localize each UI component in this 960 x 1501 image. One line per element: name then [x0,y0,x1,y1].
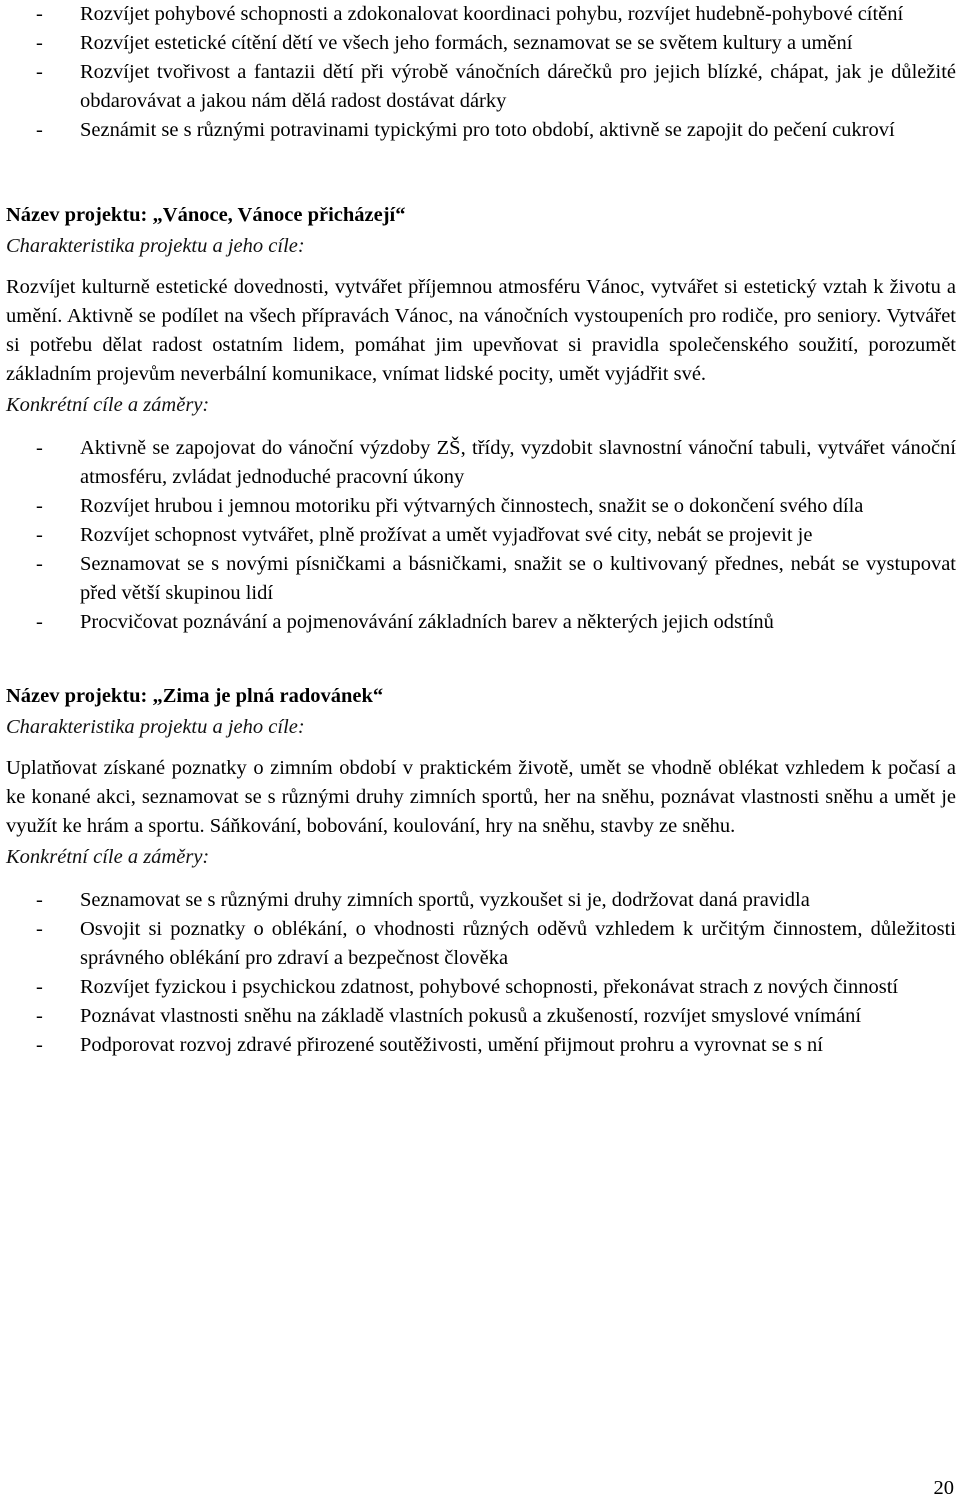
intro-goals-list [6,0,956,145]
list-item: - Rozvíjet schopnost vytvářet, plně prožívat a umět vyjadřovat své city, nebát se projevit je [6,521,956,550]
project-section-vanoce [6,201,956,637]
project-section-zima [6,682,956,1060]
goals-list [6,434,956,637]
list-item: - Rozvíjet estetické cítění dětí ve všech jeho formách, seznamovat se se světem kultury a umění [6,29,956,58]
list-item: - Seznamovat se s různými druhy zimních sportů, vyzkoušet si je, dodržovat daná pravidla [6,886,956,915]
list-dash: - [36,1034,43,1056]
list-item: - Rozvíjet fyzickou i psychickou zdatnost, pohybové schopnosti, překonávat strach z nových činností [6,973,956,1002]
list-dash: - [36,1005,43,1027]
list-dash: - [36,61,43,83]
list-item: - Rozvíjet pohybové schopnosti a zdokonalovat koordinaci pohybu, rozvíjet hudebně-pohybové cítění [6,0,956,29]
list-item: - Procvičovat poznávání a pojmenovávání základních barev a některých jejich odstínů [6,608,956,637]
list-dash: - [36,3,43,25]
goals-heading: Konkrétní cíle a záměry: [6,846,210,868]
list-dash: - [36,611,43,633]
list-item: - Seznámit se s různými potravinami typickými pro toto období, aktivně se zapojit do pečení cukroví [6,116,956,145]
page-number: 20 [933,1477,954,1499]
list-item: - Rozvíjet tvořivost a fantazii dětí při výrobě vánočních dárečků pro jejich blízké, chápat, jak je důležité obdarovávat a jakou nám dělá radost dostávat dárky [6,58,956,116]
list-item: - Poznávat vlastnosti sněhu na základě vlastních pokusů a zkušeností, rozvíjet smyslové vnímání [6,1002,956,1031]
list-item: - Podporovat rozvoj zdravé přirozené soutěživosti, umění přijmout prohru a vyrovnat se s ní [6,1031,956,1060]
project-title: Název projektu: „Vánoce, Vánoce přicházejí“ [6,204,406,226]
goals-heading: Konkrétní cíle a záměry: [6,394,210,416]
list-dash: - [36,976,43,998]
list-item: - Osvojit si poznatky o oblékání, o vhodnosti různých oděvů vzhledem k určitým činnostem, důležitosti správného oblékání pro zdraví a bezpečnost člověka [6,915,956,973]
characteristics-heading: Charakteristika projektu a jeho cíle: [6,235,305,257]
list-dash: - [36,553,43,575]
list-dash: - [36,918,43,940]
list-item: - Rozvíjet hrubou i jemnou motoriku při výtvarných činnostech, snažit se o dokončení svého díla [6,492,956,521]
list-dash: - [36,437,43,459]
list-dash: - [36,495,43,517]
project-title: Název projektu: „Zima je plná radovánek“ [6,685,384,707]
list-dash: - [36,524,43,546]
document-page [6,0,956,1060]
list-dash: - [36,119,43,141]
list-dash: - [36,32,43,54]
goals-list [6,886,956,1060]
characteristics-heading: Charakteristika projektu a jeho cíle: [6,716,305,738]
characteristics-text: Rozvíjet kulturně estetické dovednosti, vytvářet příjemnou atmosféru Vánoc, vytvářet si estetický vztah k životu a umění. Aktivně se podílet na všech přípravách Vánoc, na vánočních vystoupeních pro rodiče, pro seniory. Vytvářet si potřebu dělat radost ostatním lidem, pomáhat jim upevňovat si pravidla společenského soužití, porozumět základním projevům neverbální komunikace, vnímat lidské pocity, umět vyjádřit své. [6,276,956,385]
list-item: - Aktivně se zapojovat do vánoční výzdoby ZŠ, třídy, vyzdobit slavnostní vánoční tabuli, vytvářet vánoční atmosféru, zvládat jednoduché pracovní úkony [6,434,956,492]
list-item: - Seznamovat se s novými písničkami a básničkami, snažit se o kultivovaný přednes, nebát se vystupovat před větší skupinou lidí [6,550,956,608]
characteristics-text: Uplatňovat získané poznatky o zimním období v praktickém životě, umět se vhodně oblékat vzhledem k počasí a ke konané akci, seznamovat se s různými druhy zimních sportů, her na sněhu, poznávat vlastnosti sněhu a umět je využít ke hrám a sportu. Sáňkování, bobování, koulování, hry na sněhu, stavby ze sněhu. [6,757,956,837]
list-dash: - [36,889,43,911]
